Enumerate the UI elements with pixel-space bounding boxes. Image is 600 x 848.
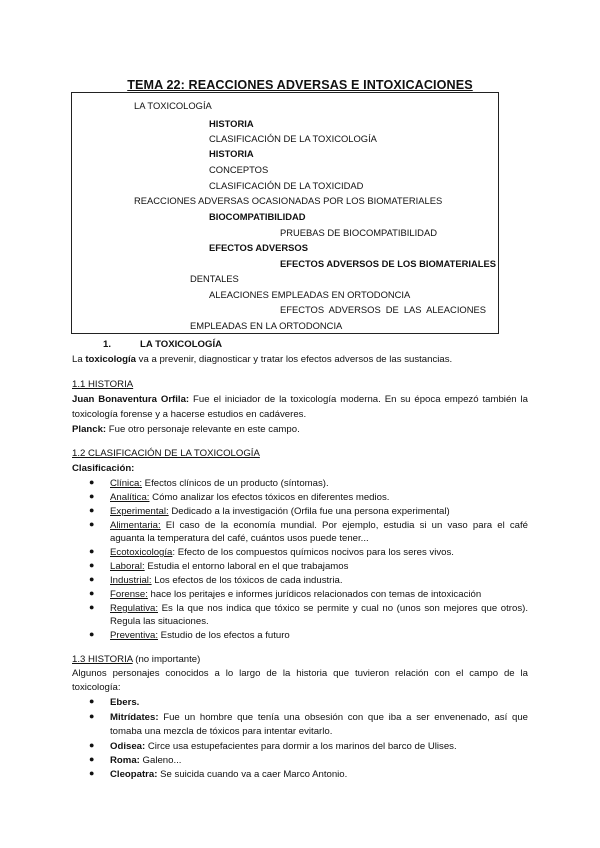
paragraph-line: Juan Bonaventura Orfila: Fue el iniciador de la toxicología moderna. En su época empezó también la xyxy=(72,394,528,405)
list-item: Analítica: Cómo analizar los efectos tóxicos en diferentes medios. xyxy=(110,492,390,503)
list-item: Ebers. xyxy=(110,697,140,708)
bullet-icon: ● xyxy=(89,696,95,706)
paragraph-line: Algunos personajes conocidos a lo largo de la historia que tuvieron relación con el campo de la xyxy=(72,668,528,679)
section-intro: La toxicología va a prevenir, diagnosticar y tratar los efectos adversos de las sustancias. xyxy=(72,354,453,365)
list-item: Cleopatra: Se suicida cuando va a caer Marco Antonio. xyxy=(110,769,348,780)
bullet-icon: ● xyxy=(89,491,95,501)
list-item: Forense: hace los peritajes e informes jurídicos relacionados con temas de intoxicación xyxy=(110,589,482,600)
list-item: Experimental: Dedicado a la investigación (Orfila fue una persona experimental) xyxy=(110,506,450,517)
list-item: Roma: Galeno... xyxy=(110,755,182,766)
index-item: CLASIFICACIÓN DE LA TOXICOLOGÍA xyxy=(209,133,377,144)
paragraph-line: toxicología: xyxy=(72,682,121,693)
subsection-heading: 1.1 HISTORIA xyxy=(72,379,134,390)
bullet-icon: ● xyxy=(89,602,95,612)
bullet-icon: ● xyxy=(89,546,95,556)
section-number: 1. xyxy=(103,339,112,350)
bullet-icon: ● xyxy=(89,560,95,570)
list-item-continuation: aguanta la temperatura del café, cuántos usos puede tener... xyxy=(110,533,369,544)
index-item: EFECTOS ADVERSOS xyxy=(209,242,308,253)
subsection-heading: 1.3 HISTORIA (no importante) xyxy=(72,654,201,665)
list-item: Ecotoxicología: Efecto de los compuestos químicos nocivos para los seres vivos. xyxy=(110,547,454,558)
paragraph-line: toxicología forense y a hacerse estudios en cadáveres. xyxy=(72,409,307,420)
index-item: REACCIONES ADVERSAS OCASIONADAS POR LOS BIOMATERIALES xyxy=(134,195,443,206)
index-item: HISTORIA xyxy=(209,148,254,159)
index-item: CONCEPTOS xyxy=(209,164,269,175)
subsection-heading: 1.2 CLASIFICACIÓN DE LA TOXICOLOGÍA xyxy=(72,448,260,459)
bullet-icon: ● xyxy=(89,768,95,778)
index-item: LA TOXICOLOGÍA xyxy=(134,100,212,111)
paragraph-line: Planck: Fue otro personaje relevante en este campo. xyxy=(72,424,300,435)
index-item: EFECTOS ADVERSOS DE LAS ALEACIONES xyxy=(280,304,486,315)
list-item: Laboral: Estudia el entorno laboral en el que trabajamos xyxy=(110,561,349,572)
list-item: Industrial: Los efectos de los tóxicos de cada industria. xyxy=(110,575,343,586)
list-item-continuation: Regula las situaciones. xyxy=(110,616,209,627)
list-item: Mitrídates: Fue un hombre que tenía una obsesión con que iba a ser envenenado, así que xyxy=(110,712,528,723)
bullet-icon: ● xyxy=(89,574,95,584)
list-item: Alimentaria: El caso de la economía mundial. Por ejemplo, estudia si un vaso para el café xyxy=(110,520,528,531)
index-item: EFECTOS ADVERSOS DE LOS BIOMATERIALES xyxy=(280,258,496,269)
list-item: Regulativa: Es la que nos indica que tóxico se permite y cual no (unos son mejores que otros). xyxy=(110,603,528,614)
index-item: EMPLEADAS EN LA ORTODONCIA xyxy=(190,320,343,331)
index-item: DENTALES xyxy=(190,273,239,284)
bullet-icon: ● xyxy=(89,477,95,487)
index-item: CLASIFICACIÓN DE LA TOXICIDAD xyxy=(209,180,364,191)
list-label: Clasificación: xyxy=(72,463,135,474)
bullet-icon: ● xyxy=(89,519,95,529)
bullet-icon: ● xyxy=(89,629,95,639)
index-item: HISTORIA xyxy=(209,118,254,129)
bullet-icon: ● xyxy=(89,588,95,598)
document-title: TEMA 22: REACCIONES ADVERSAS E INTOXICACIONES xyxy=(127,78,473,92)
section-heading: LA TOXICOLOGÍA xyxy=(140,339,223,350)
list-item-continuation: tomaba una mezcla de tóxicos para intentar evitarlo. xyxy=(110,726,333,737)
index-item: ALEACIONES EMPLEADAS EN ORTODONCIA xyxy=(209,289,411,300)
bullet-icon: ● xyxy=(89,754,95,764)
list-item: Preventiva: Estudio de los efectos a futuro xyxy=(110,630,290,641)
index-item: BIOCOMPATIBILIDAD xyxy=(209,211,306,222)
bullet-icon: ● xyxy=(89,711,95,721)
index-item: PRUEBAS DE BIOCOMPATIBILIDAD xyxy=(280,227,437,238)
list-item: Clínica: Efectos clínicos de un producto (síntomas). xyxy=(110,478,329,489)
bullet-icon: ● xyxy=(89,740,95,750)
list-item: Odisea: Circe usa estupefacientes para dormir a los marinos del barco de Ulises. xyxy=(110,741,457,752)
bullet-icon: ● xyxy=(89,505,95,515)
